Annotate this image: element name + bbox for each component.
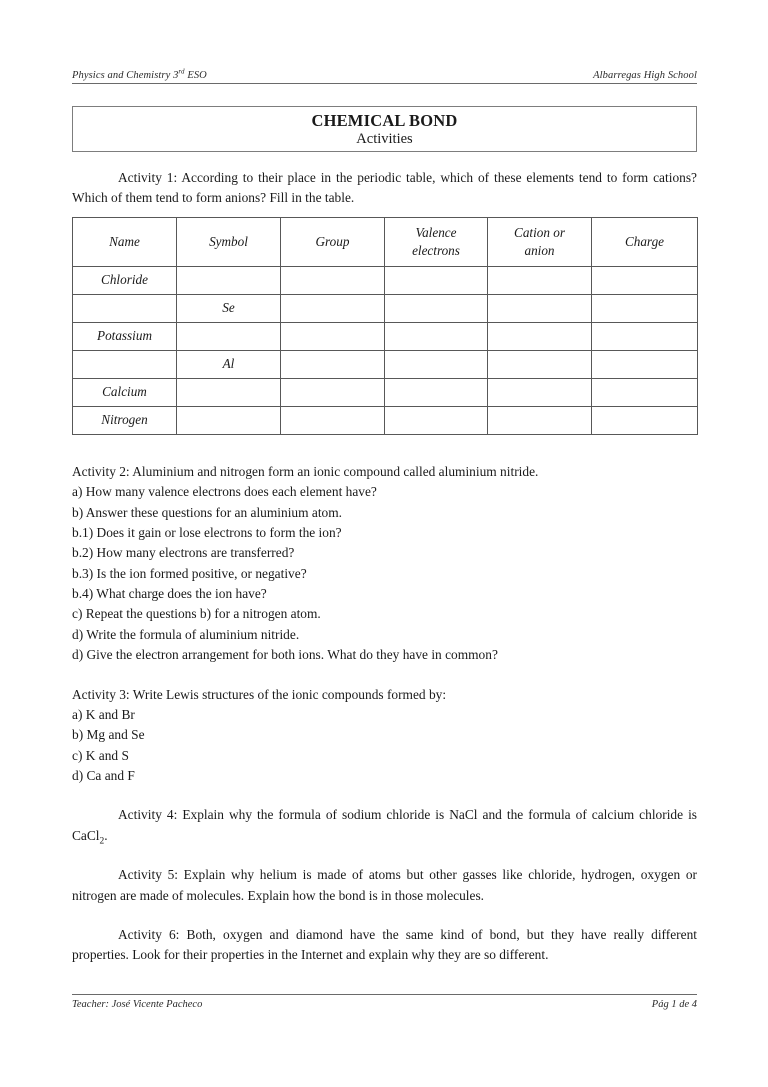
cell-valence[interactable] (385, 406, 488, 434)
table-row (73, 350, 698, 378)
activity-1-prompt: Activity 1: According to their place in the periodic table, which of these elements tend to form cations? Which of them tend to form anions? Fill in the table. (72, 170, 697, 206)
table-col-group: Group (281, 217, 385, 266)
footer-teacher-label: Teacher: José Vicente Pacheco (72, 999, 203, 1010)
cell-name[interactable] (73, 294, 177, 322)
cell-symbol[interactable] (177, 406, 281, 434)
cell-symbol[interactable]: Al (177, 350, 281, 378)
cell-charge[interactable] (592, 294, 698, 322)
activity-3-item-b: b) Mg and Se (72, 727, 145, 743)
spacer (72, 786, 697, 805)
spacer (72, 435, 697, 462)
activity-3-item-d: d) Ca and F (72, 768, 135, 783)
table-col-valence-electrons: Valence electrons (385, 217, 488, 266)
cell-valence[interactable] (385, 322, 488, 350)
cell-symbol[interactable] (177, 266, 281, 294)
cell-cation-or-anion[interactable] (488, 322, 592, 350)
cell-charge[interactable] (592, 322, 698, 350)
table-row (73, 322, 698, 350)
cell-valence[interactable] (385, 378, 488, 406)
cell-symbol[interactable] (177, 378, 281, 406)
document-body (72, 168, 697, 966)
table-row (73, 406, 698, 434)
cell-group[interactable] (281, 406, 385, 434)
cell-symbol[interactable] (177, 322, 281, 350)
cell-cation-or-anion[interactable] (488, 294, 592, 322)
cell-charge[interactable] (592, 406, 698, 434)
cell-name[interactable]: Chloride (73, 266, 177, 294)
activity-4-prompt: Activity 4: Explain why the formula of sodium chloride is NaCl and the formula of calcium chloride is CaCl$_2$. (72, 807, 697, 847)
formula-subscript: 2 (99, 836, 105, 847)
cell-name[interactable]: Calcium (73, 378, 177, 406)
cell-valence[interactable] (385, 294, 488, 322)
cell-cation-or-anion[interactable] (488, 406, 592, 434)
table-row (73, 266, 698, 294)
header-course-label: Physics and Chemistry 3rd ESO (72, 67, 207, 81)
table-col-cation-or-anion: Cation or anion (488, 217, 592, 266)
cell-cation-or-anion[interactable] (488, 350, 592, 378)
activity-2-prompt: Activity 2: Aluminium and nitrogen form an ionic compound called aluminium nitride. (72, 463, 539, 479)
activity-2-item-d1: d) Write the formula of aluminium nitride. (72, 626, 300, 642)
activity-2-item-c: c) Repeat the questions b) for a nitrogen atom. (72, 606, 321, 622)
cell-group[interactable] (281, 322, 385, 350)
cell-cation-or-anion[interactable] (488, 378, 592, 406)
header-school-label: Albarregas High School (593, 70, 697, 81)
cell-group[interactable] (281, 350, 385, 378)
cell-group[interactable] (281, 294, 385, 322)
spacer (72, 906, 697, 925)
cell-group[interactable] (281, 378, 385, 406)
table-col-symbol: Symbol (177, 217, 281, 266)
cell-charge[interactable] (592, 378, 698, 406)
title-box (72, 106, 697, 152)
table-col-charge: Charge (592, 217, 698, 266)
cell-name[interactable]: Potassium (73, 322, 177, 350)
running-footer (72, 994, 697, 1010)
table-col-name: Name (73, 217, 177, 266)
cell-charge[interactable] (592, 350, 698, 378)
table-row (73, 294, 698, 322)
activity-6-prompt: Activity 6: Both, oxygen and diamond have the same kind of bond, but they have really different properties. Look for their properties in the Internet and explain why they are so different. (72, 926, 697, 963)
cell-charge[interactable] (592, 266, 698, 294)
cell-name[interactable] (73, 350, 177, 378)
elements-table (72, 217, 698, 435)
activity-2-item-b3: b.3) Is the ion formed positive, or negative? (72, 565, 307, 581)
activity-3-prompt: Activity 3: Write Lewis structures of the ionic compounds formed by: (72, 686, 447, 702)
activity-3-item-c: c) K and S (72, 747, 129, 763)
activity-2-item-b: b) Answer these questions for an aluminium atom. (72, 504, 342, 520)
activity-3-item-a: a) K and Br (72, 706, 135, 722)
cell-name[interactable]: Nitrogen (73, 406, 177, 434)
activity-2-item-b2: b.2) How many electrons are transferred? (72, 545, 295, 561)
table-header-row (73, 217, 698, 266)
spacer (72, 846, 697, 865)
header-ordinal-suffix: rd (178, 67, 185, 76)
cell-group[interactable] (281, 266, 385, 294)
page-subtitle: Activities (356, 130, 413, 147)
activity-2-item-b1: b.1) Does it gain or lose electrons to form the ion? (72, 524, 342, 540)
cell-symbol[interactable]: Se (177, 294, 281, 322)
activity-2-item-d2: d) Give the electron arrangement for both ions. What do they have in common? (72, 647, 498, 663)
spacer (72, 666, 697, 685)
cell-cation-or-anion[interactable] (488, 266, 592, 294)
cell-valence[interactable] (385, 266, 488, 294)
activity-2-item-a: a) How many valence electrons does each element have? (72, 484, 377, 500)
activity-2-item-b4: b.4) What charge does the ion have? (72, 586, 267, 601)
cell-valence[interactable] (385, 350, 488, 378)
table-row (73, 378, 698, 406)
activity-5-prompt: Activity 5: Explain why helium is made of atoms but other gasses like chloride, hydrogen, oxygen or nitrogen are made of molecules. Explain how the bond is in those molecules. (72, 867, 697, 903)
footer-page-number: Pág 1 de 4 (651, 999, 697, 1010)
running-header (72, 67, 697, 84)
page-title: CHEMICAL BOND (311, 110, 458, 130)
